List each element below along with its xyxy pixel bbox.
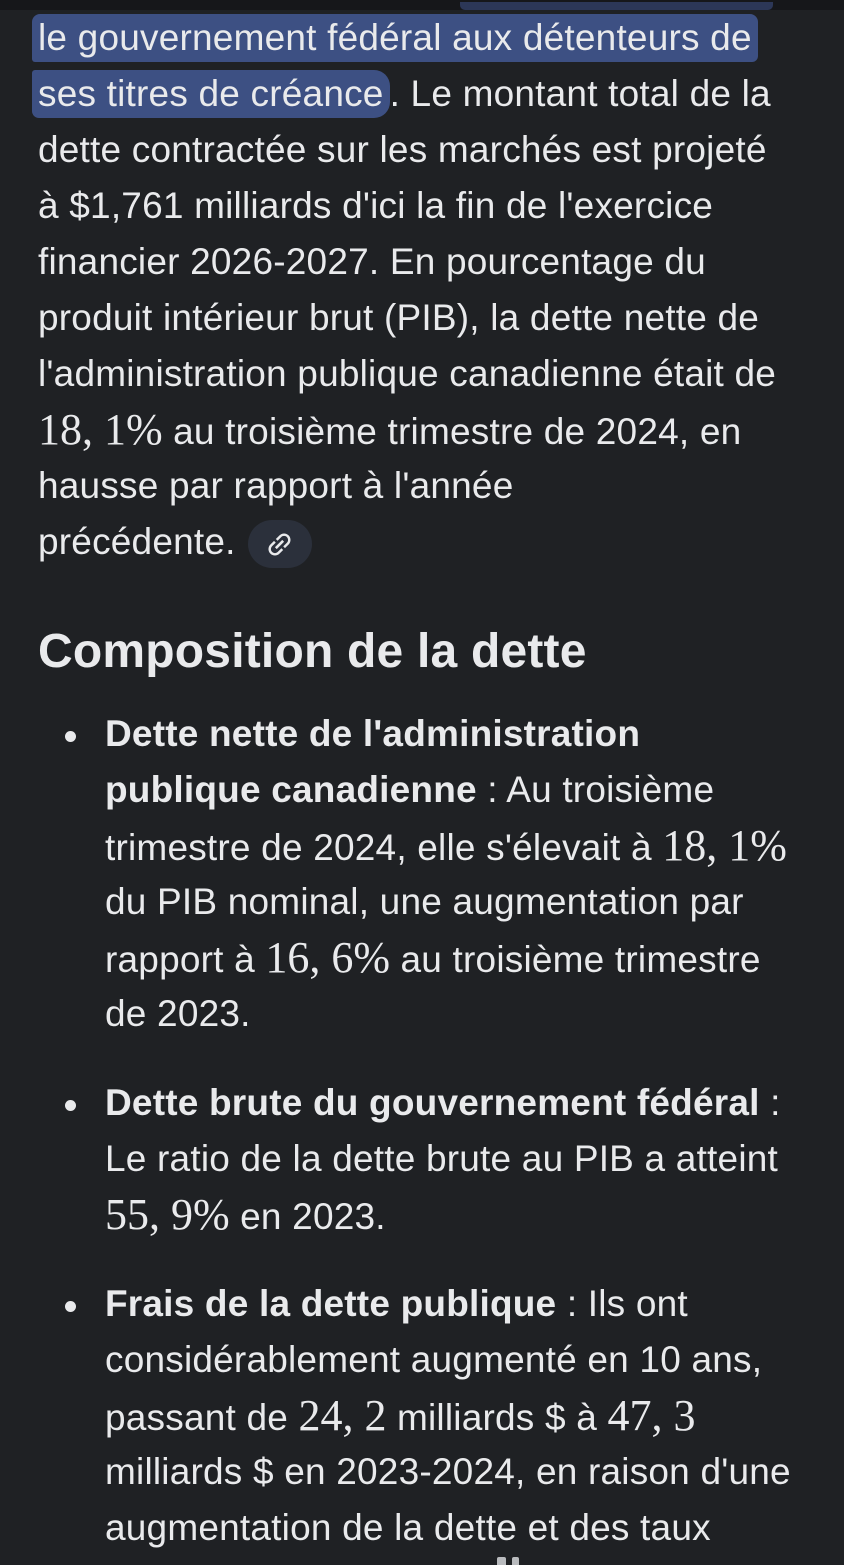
body-text: en 2023. <box>229 1196 386 1237</box>
text-line <box>105 930 806 986</box>
term-bold: Dette nette de l'administration <box>105 713 641 754</box>
bullet-list <box>38 706 806 1556</box>
body-text: trimestre de 2024, elle s'élevait à <box>105 827 663 868</box>
text-line <box>38 346 806 402</box>
body-text: : <box>759 1082 781 1123</box>
text-line <box>105 1332 806 1388</box>
section-heading: Composition de la dette <box>38 625 587 678</box>
body-text: au troisième trimestre <box>390 939 761 980</box>
text-line <box>38 402 806 458</box>
next-line-clipped-glyph <box>512 1557 519 1565</box>
highlighted-text: le gouvernement fédéral aux détenteurs de <box>32 14 758 62</box>
list-item <box>38 1075 806 1243</box>
body-text: milliards $ à <box>386 1397 608 1438</box>
text-line <box>38 234 806 290</box>
body-text: financier 2026-2027. En pourcentage du <box>38 241 706 282</box>
math-value: 47, 3 <box>607 1391 696 1440</box>
math-value: 16, 6% <box>265 933 391 982</box>
list-item <box>38 706 806 1042</box>
body-text: milliards $ en 2023-2024, en raison d'une <box>105 1451 791 1492</box>
body-text: au troisième trimestre de 2024, en <box>162 411 742 452</box>
text-line <box>38 290 806 346</box>
list-item <box>38 1276 806 1556</box>
body-text: hausse par rapport à l'année <box>38 465 514 506</box>
text-line <box>105 706 806 762</box>
text-line <box>105 762 806 818</box>
bullet-dot <box>65 1301 76 1312</box>
body-text: rapport à <box>105 939 266 980</box>
body-text: à $1,761 milliards d'ici la fin de l'exercice <box>38 185 714 226</box>
bullet-dot <box>65 1100 76 1111</box>
link-icon <box>258 522 302 566</box>
text-line <box>38 514 806 570</box>
text-line <box>105 1444 806 1500</box>
text-line <box>38 66 806 122</box>
screen-top-edge <box>0 0 844 10</box>
body-text: considérablement augmenté en 10 ans, <box>105 1339 763 1380</box>
body-text: précédente. <box>38 521 236 562</box>
math-value: 18, 1% <box>38 405 163 454</box>
source-link-chip[interactable] <box>248 520 312 568</box>
math-value: 24, 2 <box>298 1391 387 1440</box>
text-line <box>38 178 806 234</box>
prev-line-highlight-remnant <box>460 2 773 10</box>
text-line <box>105 874 806 930</box>
math-value: 18, 1% <box>662 821 787 870</box>
body-text: : Ils ont <box>556 1283 688 1324</box>
body-text: de 2023. <box>105 993 251 1034</box>
text-line <box>105 1276 806 1332</box>
body-text: dette contractée sur les marchés est projeté <box>38 129 767 170</box>
body-text: l'administration publique canadienne était de <box>38 353 777 394</box>
text-line <box>105 1187 806 1243</box>
bullet-dot <box>65 731 76 742</box>
math-value: 55, 9% <box>105 1190 230 1239</box>
paragraph <box>38 10 806 570</box>
text-line <box>38 10 806 66</box>
body-text: du PIB nominal, une augmentation par <box>105 881 744 922</box>
body-text: augmentation de la dette et des taux <box>105 1507 711 1548</box>
text-line <box>38 458 806 514</box>
text-line <box>38 122 806 178</box>
text-line <box>105 1131 806 1187</box>
body-text: passant de <box>105 1397 299 1438</box>
text-line <box>105 986 806 1042</box>
body-text: Le ratio de la dette brute au PIB a atteint <box>105 1138 778 1179</box>
assistant-response-body <box>0 10 844 1556</box>
body-text: : Au troisième <box>476 769 715 810</box>
term-bold: publique canadienne <box>105 769 477 810</box>
text-line <box>105 818 806 874</box>
term-bold: Frais de la dette publique <box>105 1283 557 1324</box>
term-bold: Dette brute du gouvernement fédéral <box>105 1082 760 1123</box>
highlighted-text: ses titres de créance <box>32 70 390 118</box>
text-line <box>105 1500 806 1556</box>
text-line <box>105 1075 806 1131</box>
text-line <box>105 1388 806 1444</box>
next-line-clipped-glyph <box>497 1557 506 1565</box>
body-text: produit intérieur brut (PIB), la dette nette de <box>38 297 760 338</box>
body-text: . Le montant total de la <box>389 73 771 114</box>
